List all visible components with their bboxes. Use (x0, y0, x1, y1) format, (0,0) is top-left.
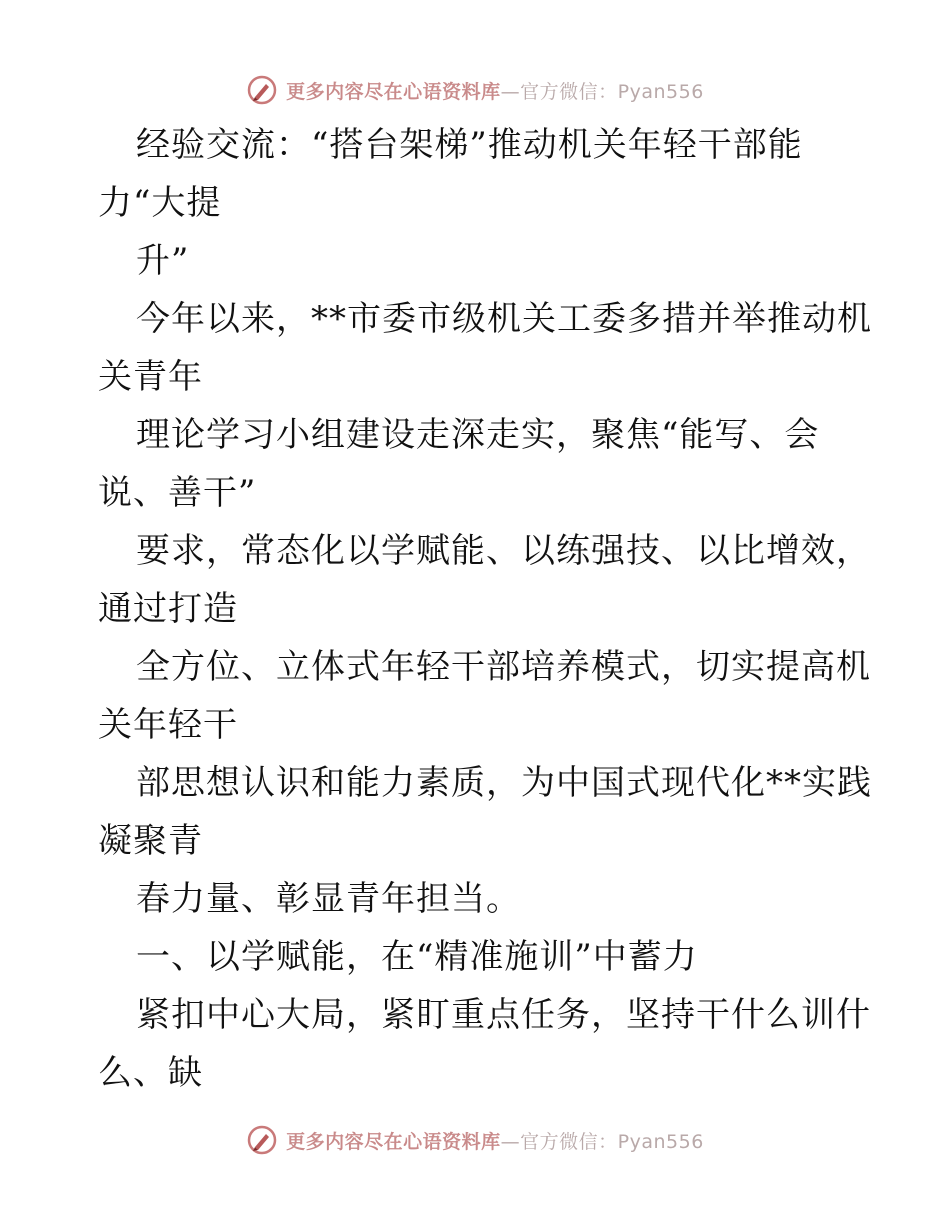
watermark-text: 更多内容尽在心语资料库—官方微信：Pyan556 (286, 80, 704, 103)
watermark-text: 更多内容尽在心语资料库—官方微信：Pyan556 (286, 1130, 704, 1153)
text-line: 么、缺 (98, 1053, 203, 1093)
text-line: 凝聚青 (98, 821, 203, 861)
text-line: 要求，常态化以学赋能、以练强技、以比增效， (136, 531, 871, 571)
text-line: 春力量、彰显青年担当。 (136, 879, 521, 919)
text-line: 关青年 (98, 357, 203, 397)
text-line: 理论学习小组建设走深走实，聚焦“能写、会 (136, 415, 820, 455)
text-line: 升” (136, 241, 190, 281)
text-line: 说、善干” (98, 473, 257, 513)
document-body (98, 116, 872, 1102)
footer-watermark (0, 1120, 950, 1160)
text-line: 全方位、立体式年轻干部培养模式，切实提高机 (136, 647, 871, 687)
text-line: 一、以学赋能，在“精准施训”中蓄力 (136, 937, 698, 977)
text-line: 经验交流：“搭台架梯”推动机关年轻干部能 (136, 125, 803, 165)
text-line: 关年轻干 (98, 705, 238, 745)
text-line: 今年以来，**市委市级机关工委多措并举推动机 (136, 299, 872, 339)
header-watermark (0, 70, 950, 110)
text-line: 通过打造 (98, 589, 238, 629)
text-line: 紧扣中心大局，紧盯重点任务，坚持干什么训什 (136, 995, 871, 1035)
text-line: 部思想认识和能力素质，为中国式现代化**实践 (136, 763, 872, 803)
pen-logo-icon (246, 74, 278, 106)
text-line: 力“大提 (98, 183, 222, 223)
pen-logo-icon (246, 1124, 278, 1156)
